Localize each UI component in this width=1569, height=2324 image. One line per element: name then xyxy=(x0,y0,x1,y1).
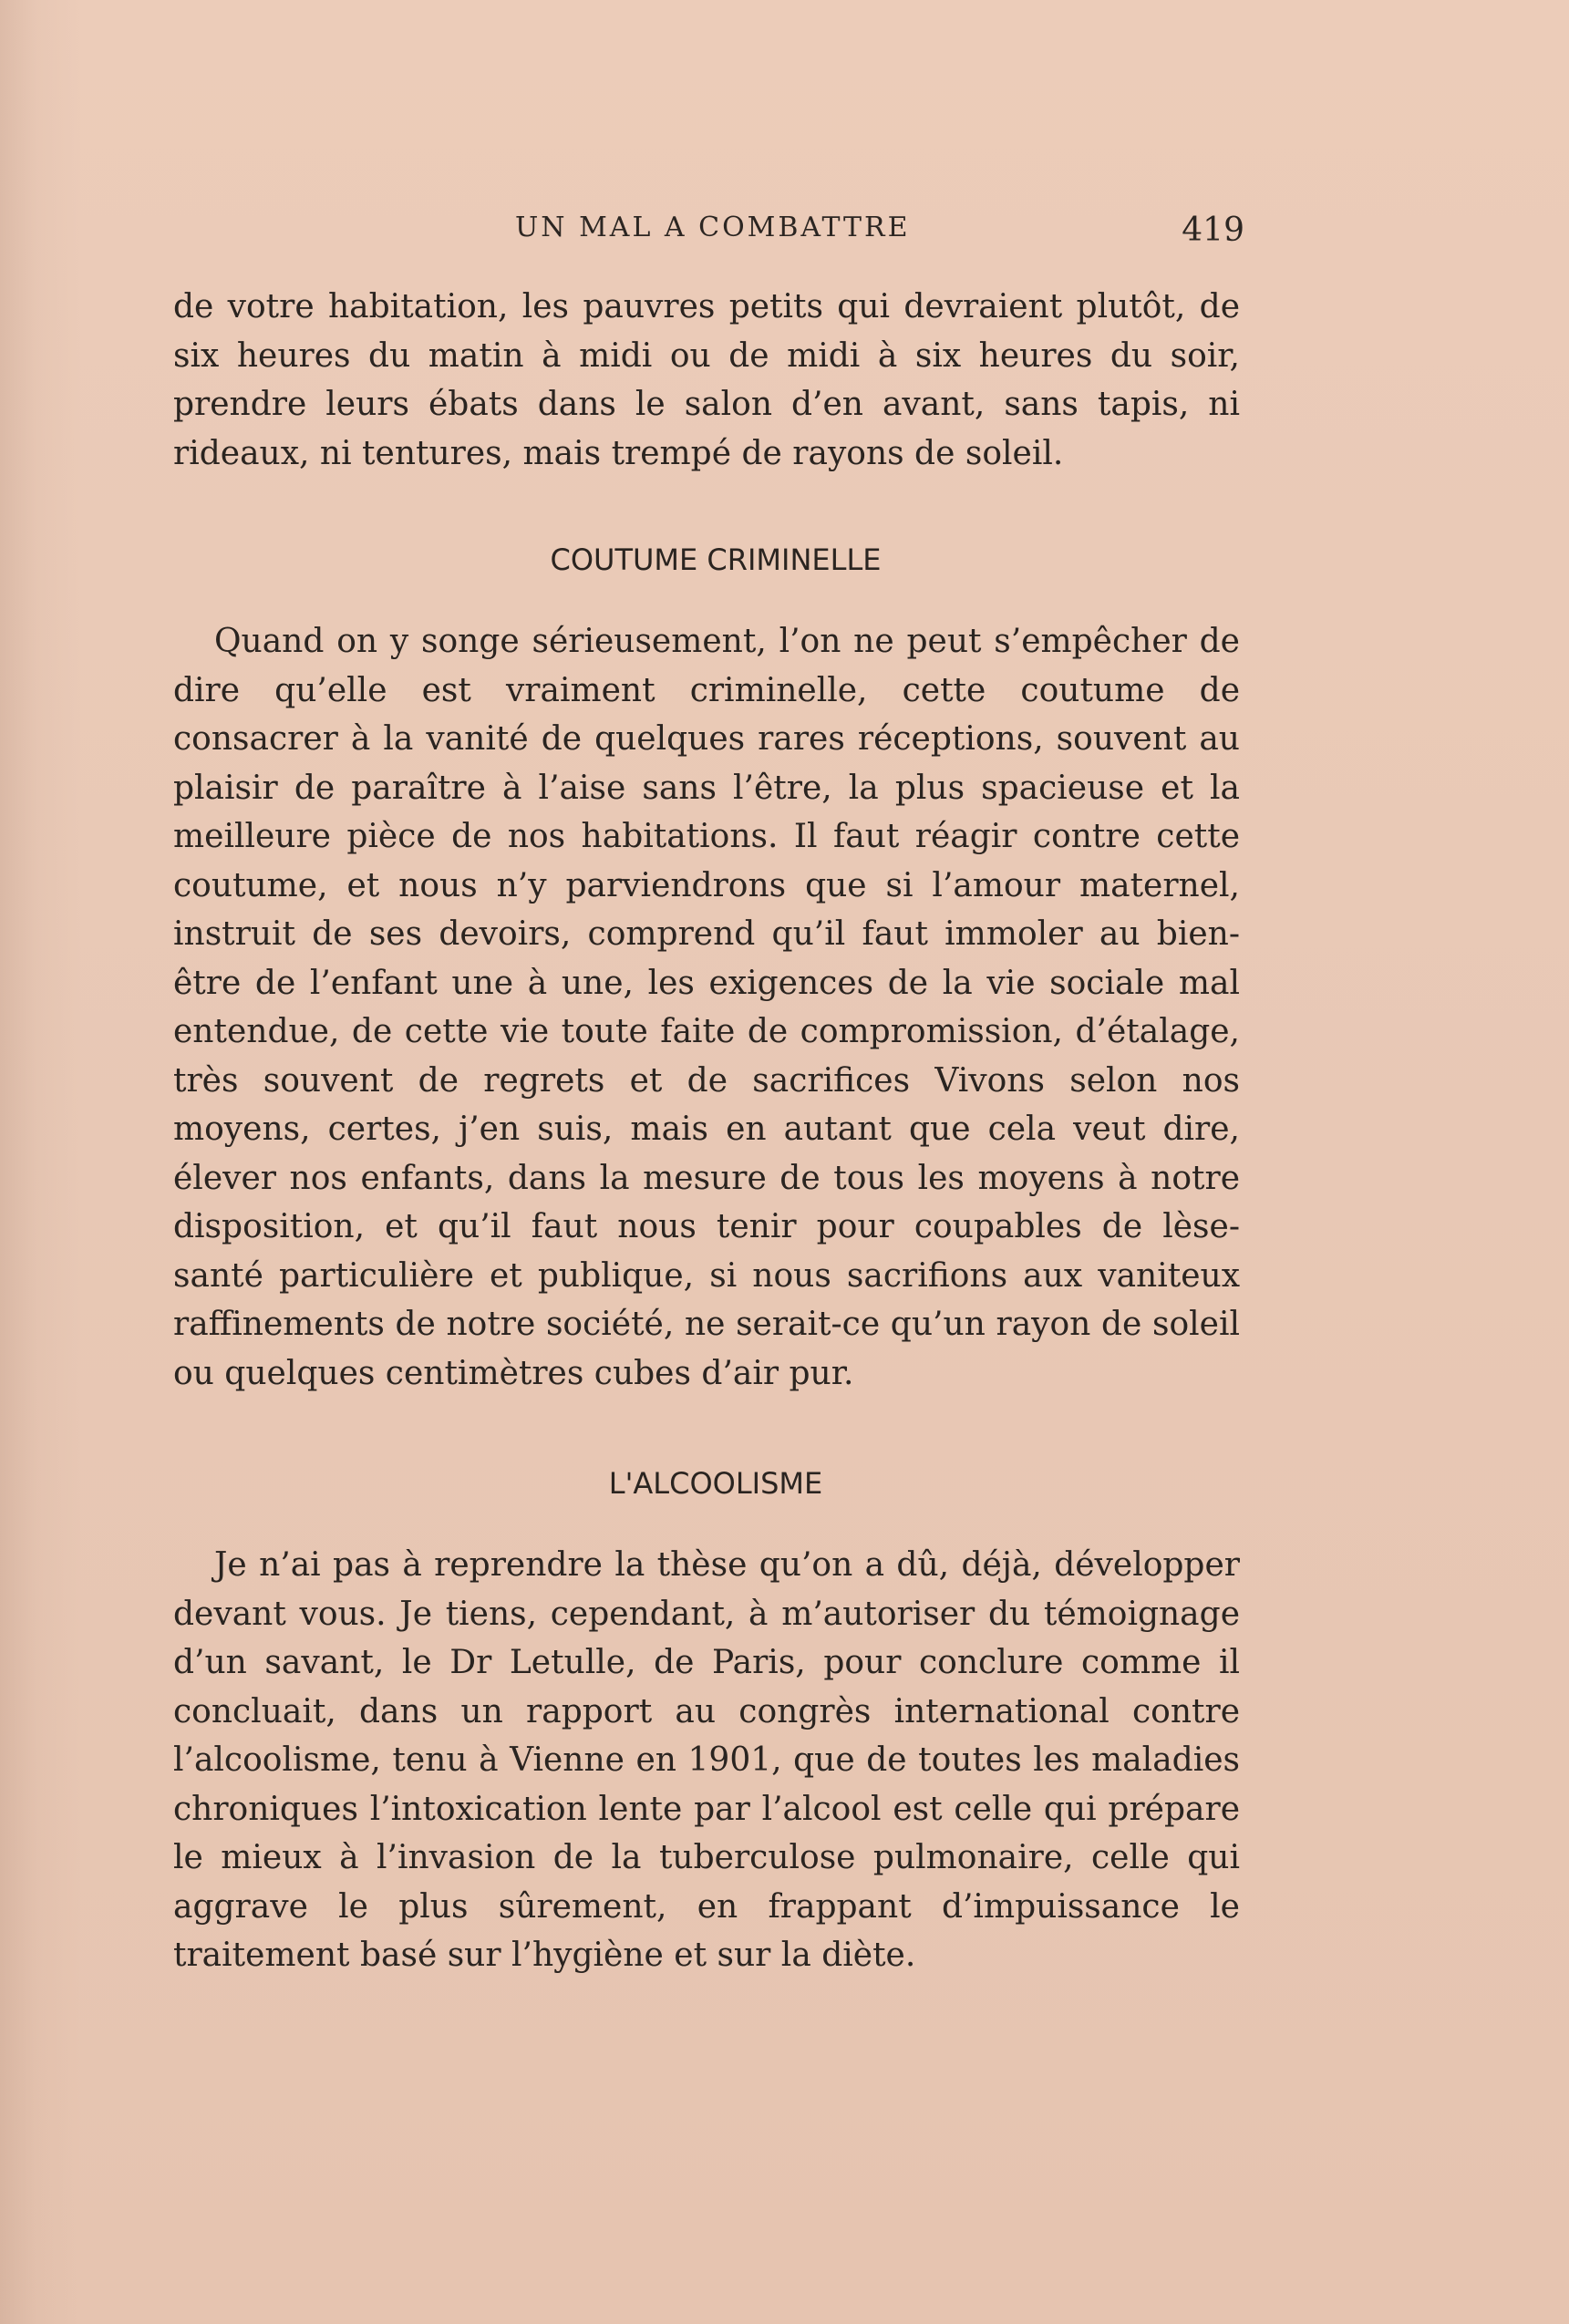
paragraph-text: Je n’ai pas à reprendre la thèse qu’on a dû, déjà, développer devant vous. Je tiens, cependant, à m’autoriser du témoignage d’un savant, le Dr Letulle, de Paris, pour conclure comme il concluait, dans un rapport au congrès international contre l’alcoolisme, tenu à Vienne en 1901, que de toutes les maladies chroniques l’intoxication lente par l’alcool est celle qui prépare le mieux à l’invasion de la tuberculose pulmonaire, celle qui aggrave le plus sûrement, en frappant d’impuissance le traitement basé sur l’hygiène et sur la diète. xyxy=(173,1546,1240,1974)
section-heading-coutume-criminelle: COUTUME CRIMINELLE xyxy=(550,542,882,577)
paragraph-continuation xyxy=(173,283,1240,478)
paragraph-alcoolisme xyxy=(173,1541,1240,1980)
running-title: UN MAL A COMBATTRE xyxy=(515,212,911,243)
paragraph-text: Quand on y songe sérieusement, l’on ne peut s’empêcher de dire qu’elle est vraiment criminelle, cette coutume de consacrer à la vanité de quelques rares réceptions, souvent au plaisir de paraître à l’aise sans l’être, la plus spacieuse et la meilleure pièce de nos habitations. Il faut réagir contre cette coutume, et nous n’y parviendrons que si l’amour maternel, instruit de ses devoirs, comprend qu’il faut immoler au bien-être de l’enfant une à une, les exigences de la vie sociale mal entendue, de cette vie toute faite de compromission, d’étalage, très souvent de regrets et de sacrifices Vivons selon nos moyens, certes, j’en suis, mais en autant que cela veut dire, élever nos enfants, dans la mesure de tous les moyens à notre disposition, et qu’il faut nous tenir pour coupables de lèse-santé particulière et publique, si nous sacrifions aux vaniteux raffinements de notre société, ne serait-ce qu’un rayon de soleil ou quelques centimètres cubes d’air pur. xyxy=(173,623,1240,1392)
page-number: 419 xyxy=(1182,212,1244,249)
section-heading-alcoolisme: L'ALCOOLISME xyxy=(608,1466,823,1501)
paragraph-text: de votre habitation, les pauvres petits qui devraient plutôt, de six heures du matin à midi ou de midi à six heures du soir, prendre leurs ébats dans le salon d’en avant, sans tapis, ni rideaux, ni tentures, mais trempé de rayons de soleil. xyxy=(173,288,1240,472)
paragraph-coutume xyxy=(173,617,1240,1398)
page-header xyxy=(515,212,1244,257)
